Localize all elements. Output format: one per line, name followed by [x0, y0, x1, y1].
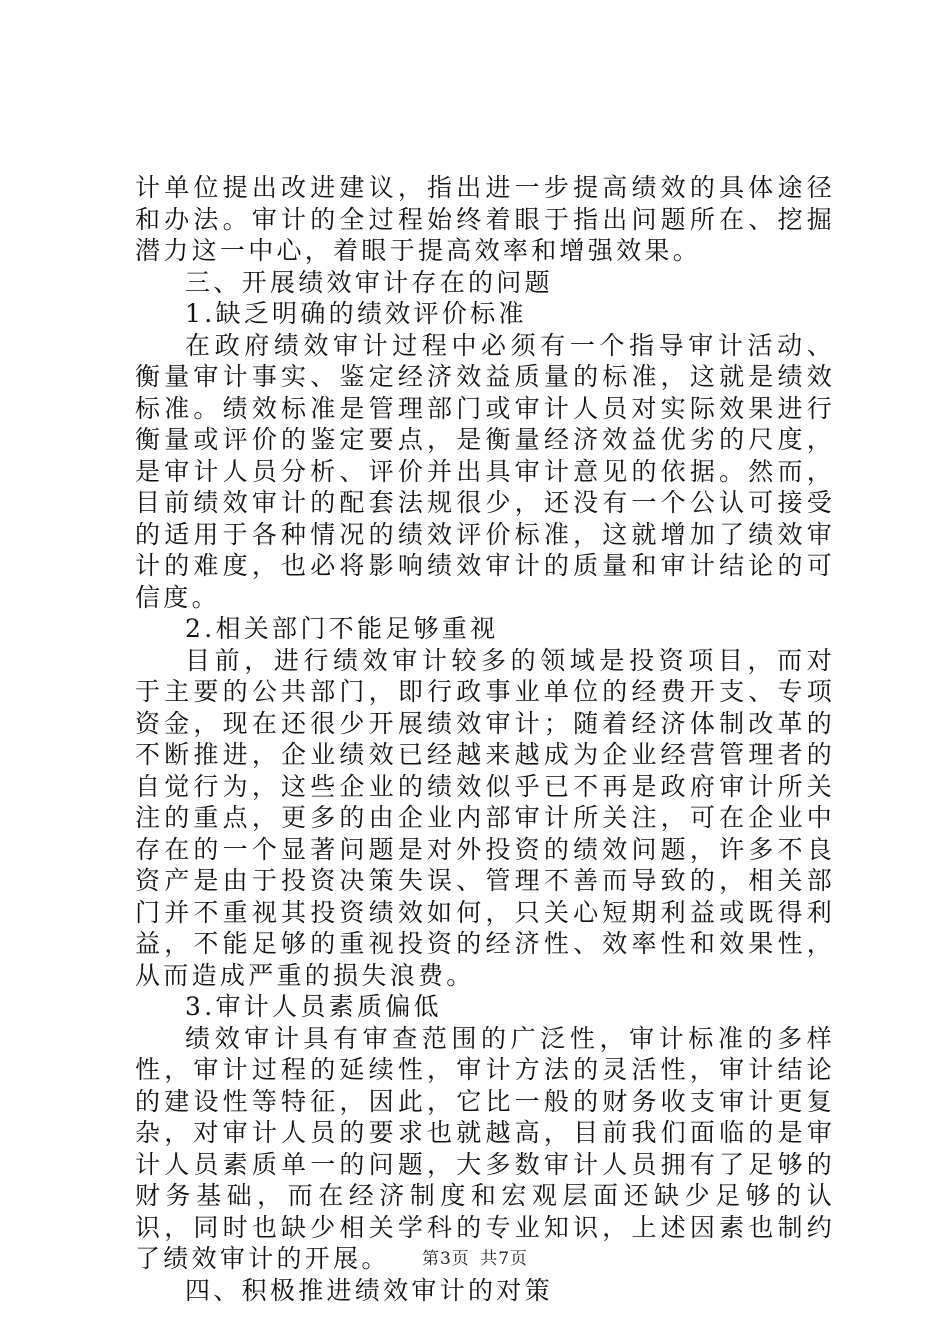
- paragraph-continuation: 计单位提出改进建议，指出进一步提高绩效的具体途径和办法。审计的全过程始终着眼于指出问题所在、挖掘潜力这一中心，着眼于提高效率和增强效果。: [135, 173, 835, 265]
- paragraph-auditor-quality: 绩效审计具有审查范围的广泛性，审计标准的多样性，审计过程的延续性，审计方法的灵活性，审计结论的建设性等特征，因此，它比一般的财务收支审计更复杂，对审计人员的要求也就越高，目前我们面临的是审计人员素质单一的问题，大多数审计人员拥有了足够的财务基础，而在经济制度和宏观层面还缺少足够的认识，同时也缺少相关学科的专业知识，上述因素也制约了绩效审计的开展。: [135, 1023, 835, 1273]
- section-heading-problems: 三、开展绩效审计存在的问题: [185, 267, 553, 297]
- subheading-evaluation-standard: 1.缺乏明确的绩效评价标准: [185, 299, 527, 328]
- paragraph-department-attention: 目前，进行绩效审计较多的领域是投资项目，而对于主要的公共部门，即行政事业单位的经费开支、专项资金，现在还很少开展绩效审计；随着经济体制改革的不断推进，企业绩效已经越来越成为企业经营管理者的自觉行为，这些企业的绩效似乎已不再是政府审计所关注的重点，更多的由企业内部审计所关注，可在企业中存在的一个显著问题是对外投资的绩效问题，许多不良资产是由于投资决策失误、管理不善而导致的，相关部门并不重视其投资绩效如何，只关心短期利益或既得利益，不能足够的重视投资的经济性、效率性和效果性，从而造成严重的损失浪费。: [135, 645, 835, 990]
- section-heading-countermeasures: 四、积极推进绩效审计的对策: [185, 1275, 553, 1305]
- paragraph-evaluation-standard: 在政府绩效审计过程中必须有一个指导审计活动、衡量审计事实、鉴定经济效益质量的标准，这就是绩效标准。绩效标准是管理部门或审计人员对实际效果进行衡量或评价的鉴定要点，是衡量经济效益优劣的尺度，是审计人员分析、评价并出具审计意见的依据。然而，目前绩效审计的配套法规很少，还没有一个公认可接受的适用于各种情况的绩效评价标准，这就增加了绩效审计的难度，也必将影响绩效审计的质量和审计结论的可信度。: [135, 330, 835, 612]
- document-body: [135, 172, 835, 1306]
- subheading-department-attention: 2.相关部门不能足够重视: [185, 614, 499, 643]
- page-number: 第3页: [421, 1249, 470, 1269]
- page-footer: [0, 1244, 950, 1269]
- subheading-auditor-quality: 3.审计人员素质偏低: [185, 992, 442, 1021]
- page-total: 共7页: [480, 1249, 529, 1269]
